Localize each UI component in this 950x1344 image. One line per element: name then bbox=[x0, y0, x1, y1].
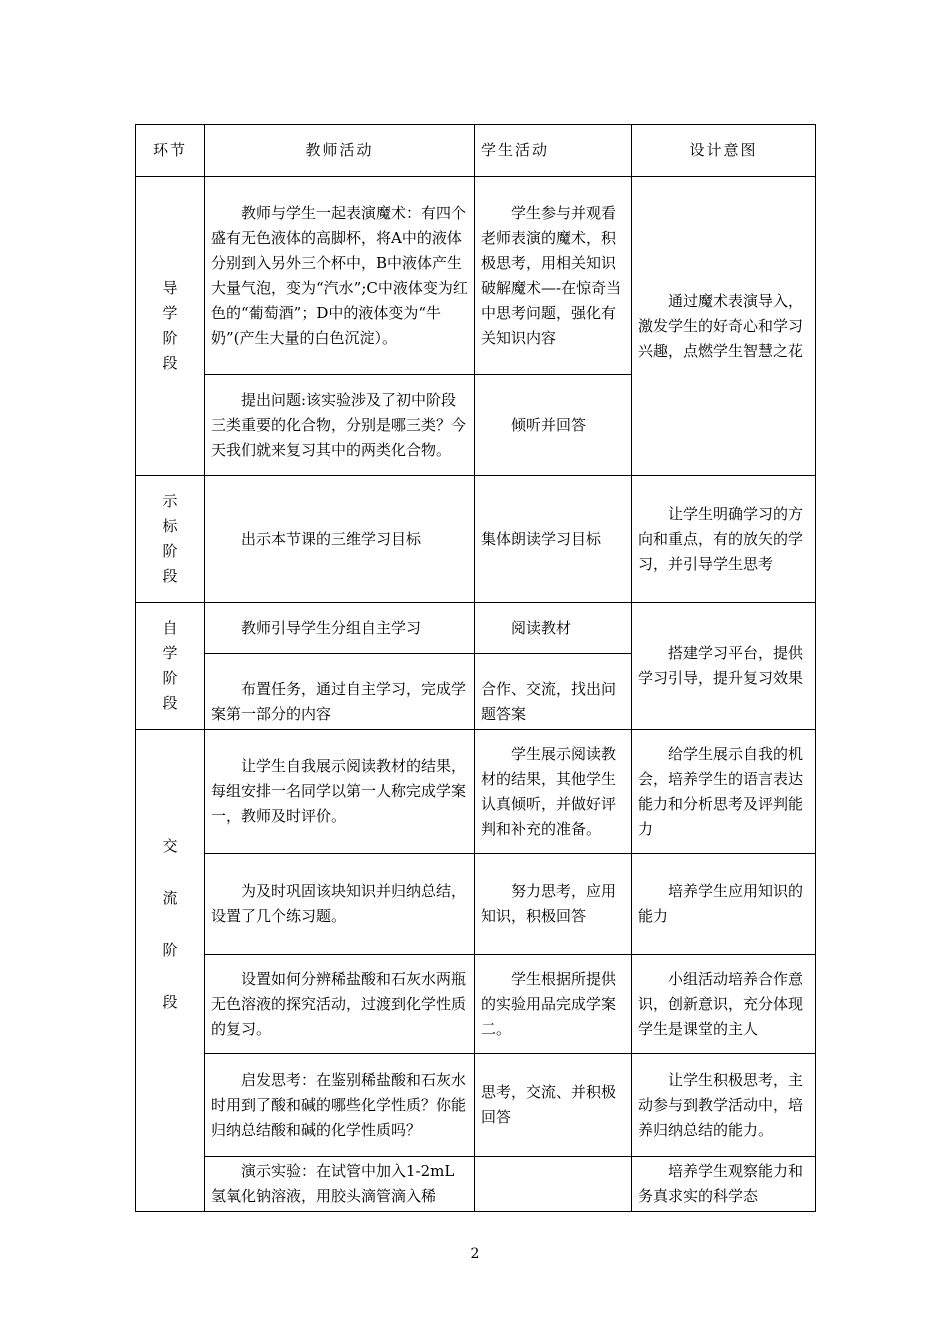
header-teacher-activity: 教师活动 bbox=[205, 125, 475, 177]
teacher-activity-cell: 布置任务，通过自主学习，完成学案第一部分的内容 bbox=[205, 654, 475, 730]
stage-char: 段 bbox=[162, 993, 178, 1011]
design-intent-cell: 让学生明确学习的方向和重点，有的放矢的学习，并引导学生思考 bbox=[632, 476, 816, 603]
page-number: 2 bbox=[470, 1246, 480, 1262]
student-activity-cell: 倾听并回答 bbox=[475, 375, 632, 476]
design-intent-cell: 小组活动培养合作意识，创新意识，充分体现学生是课堂的主人 bbox=[632, 955, 816, 1054]
stage-char: 交 bbox=[162, 837, 178, 855]
table-row bbox=[136, 1054, 816, 1157]
stage-char: 阶 bbox=[162, 669, 178, 687]
student-activity-cell: 学生参与并观看老师表演的魔术，积极思考，用相关知识破解魔术—-在惊奇当中思考问题，强化有关知识内容 bbox=[475, 177, 632, 375]
student-activity-cell: 学生展示阅读教材的结果，其他学生认真倾听，并做好评判和补充的准备。 bbox=[475, 730, 632, 854]
stage-char: 示 bbox=[162, 492, 178, 510]
design-intent-cell: 培养学生应用知识的能力 bbox=[632, 854, 816, 955]
student-activity-cell: 集体朗读学习目标 bbox=[475, 476, 632, 603]
stage-char: 自 bbox=[162, 619, 178, 637]
design-intent-cell: 培养学生观察能力和务真求实的科学态 bbox=[632, 1157, 816, 1212]
stage-char: 导 bbox=[162, 279, 178, 297]
stage-char: 阶 bbox=[162, 941, 178, 959]
student-activity-cell: 阅读教材 bbox=[475, 603, 632, 654]
student-activity-cell: 合作、交流，找出问题答案 bbox=[475, 654, 632, 730]
table-row bbox=[136, 177, 816, 375]
design-intent-cell: 搭建学习平台，提供学习引导，提升复习效果 bbox=[632, 603, 816, 730]
stage-char: 段 bbox=[162, 567, 178, 585]
lesson-plan-table bbox=[135, 124, 816, 1212]
stage-char: 标 bbox=[162, 517, 178, 535]
stage-self-study bbox=[136, 603, 205, 730]
stage-lead-in bbox=[136, 177, 205, 476]
table-row bbox=[136, 854, 816, 955]
student-activity-cell: 思考，交流、并积极回答 bbox=[475, 1054, 632, 1157]
teacher-activity-cell: 设置如何分辨稀盐酸和石灰水两瓶无色溶液的探究活动，过渡到化学性质的复习。 bbox=[205, 955, 475, 1054]
teacher-activity-cell: 让学生自我展示阅读教材的结果，每组安排一名同学以第一人称完成学案一，教师及时评价。 bbox=[205, 730, 475, 854]
teacher-activity-cell: 为及时巩固该块知识并归纳总结，设置了几个练习题。 bbox=[205, 854, 475, 955]
stage-char: 学 bbox=[162, 644, 178, 662]
header-design-intent: 设计意图 bbox=[632, 125, 816, 177]
stage-char: 阶 bbox=[162, 542, 178, 560]
header-stage: 环节 bbox=[136, 125, 205, 177]
table-row bbox=[136, 603, 816, 654]
table-row bbox=[136, 730, 816, 854]
table-row bbox=[136, 1157, 816, 1212]
teacher-activity-cell: 出示本节课的三维学习目标 bbox=[205, 476, 475, 603]
teacher-activity-cell: 教师引导学生分组自主学习 bbox=[205, 603, 475, 654]
stage-exchange bbox=[136, 730, 205, 1212]
design-intent-cell: 给学生展示自我的机会，培养学生的语言表达能力和分析思考及评判能力 bbox=[632, 730, 816, 854]
design-intent-cell: 让学生积极思考，主动参与到教学活动中，培养归纳总结的能力。 bbox=[632, 1054, 816, 1157]
student-activity-cell: 学生根据所提供的实验用品完成学案二。 bbox=[475, 955, 632, 1054]
table-header-row bbox=[136, 125, 816, 177]
stage-char: 阶 bbox=[162, 329, 178, 347]
teacher-activity-cell: 演示实验：在试管中加入1-2mL氢氧化钠溶液，用胶头滴管滴入稀 bbox=[205, 1157, 475, 1212]
teacher-activity-cell: 提出问题:该实验涉及了初中阶段三类重要的化合物，分别是哪三类？今天我们就来复习其中的两类化合物。 bbox=[205, 375, 475, 476]
stage-char: 流 bbox=[162, 889, 178, 907]
header-student-activity: 学生活动 bbox=[475, 125, 632, 177]
stage-char: 段 bbox=[162, 354, 178, 372]
stage-goals bbox=[136, 476, 205, 603]
stage-char: 学 bbox=[162, 304, 178, 322]
teacher-activity-cell: 启发思考：在鉴别稀盐酸和石灰水时用到了酸和碱的哪些化学性质？你能归纳总结酸和碱的化学性质吗？ bbox=[205, 1054, 475, 1157]
table-row bbox=[136, 476, 816, 603]
table-row bbox=[136, 955, 816, 1054]
stage-char: 段 bbox=[162, 694, 178, 712]
student-activity-cell bbox=[475, 1157, 632, 1212]
student-activity-cell: 努力思考，应用知识，积极回答 bbox=[475, 854, 632, 955]
teacher-activity-cell: 教师与学生一起表演魔术：有四个盛有无色液体的高脚杯，将A中的液体分别到入另外三个杯中，B中液体产生大量气泡，变为“汽水”;C中液体变为红色的“葡萄酒”；D中的液体变为“牛奶”(产生大量的白色沉淀）。 bbox=[205, 177, 475, 375]
design-intent-cell: 通过魔术表演导入，激发学生的好奇心和学习兴趣，点燃学生智慧之花 bbox=[632, 177, 816, 476]
